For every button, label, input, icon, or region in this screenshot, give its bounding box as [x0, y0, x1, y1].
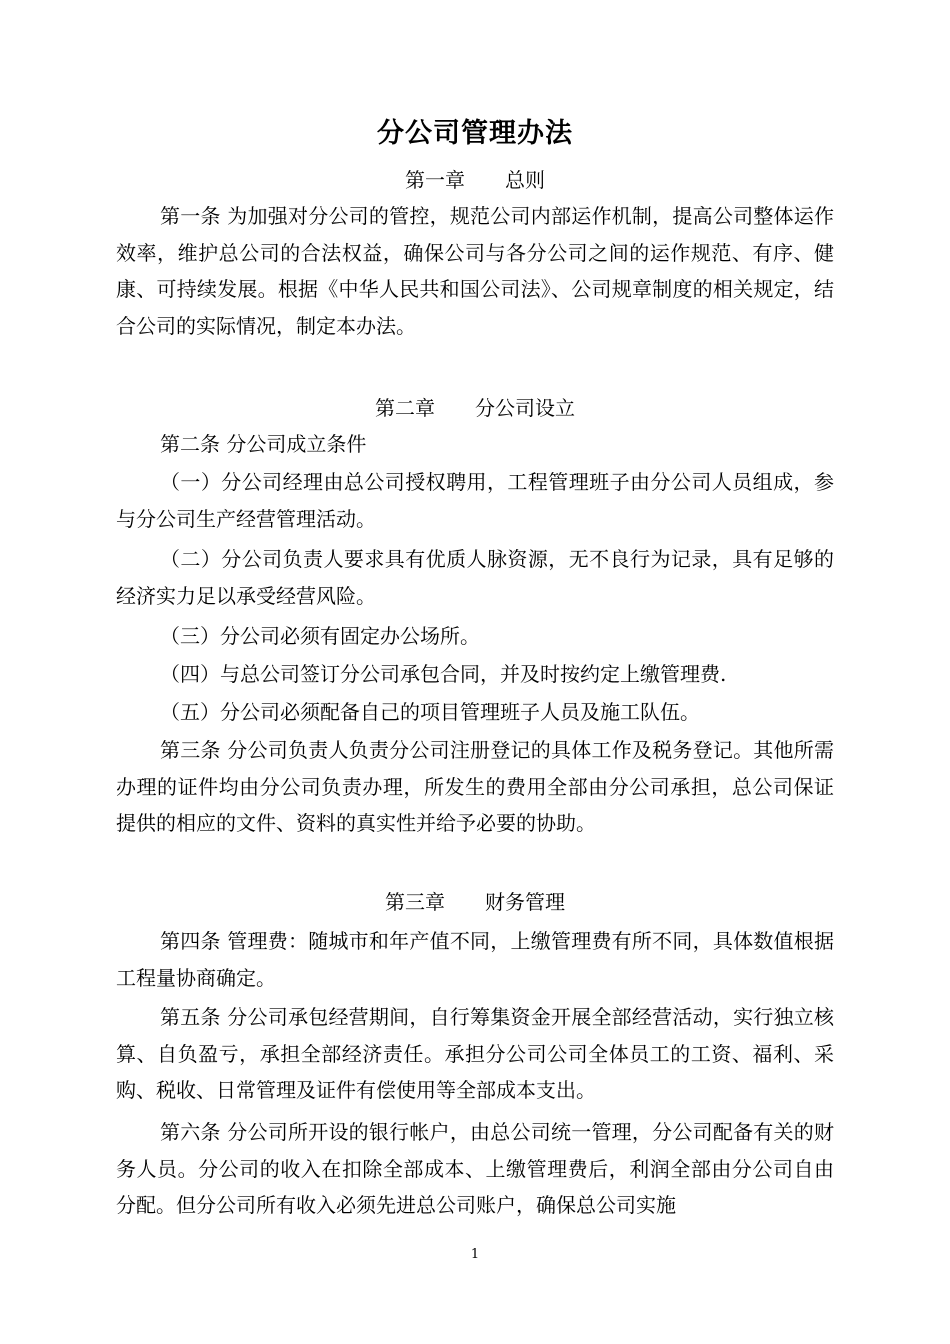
- article-2-item-5: （五）分公司必须配备自己的项目管理班子人员及施工队伍。: [160, 700, 700, 724]
- article-2-item-1: （一）分公司经理由总公司授权聘用，工程管理班子由分公司人员组成，参与分公司生产经营管理活动。: [116, 470, 834, 531]
- article-2-item-2: （二）分公司负责人要求具有优质人脉资源，无不良行为记录，具有足够的经济实力足以承受经营风险。: [116, 547, 834, 608]
- article-1: 第一条 为加强对分公司的管控，规范公司内部运作机制，提高公司整体运作效率，维护总公司的合法权益，确保公司与各分公司之间的运作规范、有序、健康、可持续发展。根据《中华人民共和国公司法》、公司规章制度的相关规定，结合公司的实际情况，制定本办法。: [116, 204, 834, 338]
- article-2-item-3: （三）分公司必须有固定办公场所。: [160, 624, 480, 648]
- article-2-item-4: （四）与总公司签订分公司承包合同，并及时按约定上缴管理费.: [160, 662, 727, 686]
- chapter-heading-1: 第一章 总则: [405, 168, 545, 192]
- chapter-heading-3: 第三章 财务管理: [385, 890, 565, 914]
- page-number: 1: [470, 1247, 480, 1262]
- article-6: 第六条 分公司所开设的银行帐户，由总公司统一管理，分公司配备有关的财务人员。分公司的收入在扣除全部成本、上缴管理费后，利润全部由分公司自由分配。但分公司所有收入必须先进总公司账户，确保总公司实施: [116, 1120, 834, 1218]
- article-5: 第五条 分公司承包经营期间，自行筹集资金开展全部经营活动，实行独立核算、自负盈亏，承担全部经济责任。承担分公司公司全体员工的工资、福利、采购、税收、日常管理及证件有偿使用等全部成本支出。: [116, 1005, 834, 1103]
- document-title: 分公司管理办法: [377, 118, 573, 149]
- article-2: 第二条 分公司成立条件: [160, 432, 367, 456]
- article-4: 第四条 管理费：随城市和年产值不同，上缴管理费有所不同，具体数值根据工程量协商确定。: [116, 929, 834, 990]
- article-3: 第三条 分公司负责人负责分公司注册登记的具体工作及税务登记。其他所需办理的证件均由分公司负责办理，所发生的费用全部由分公司承担，总公司保证提供的相应的文件、资料的真实性并给予必要的协助。: [116, 738, 834, 836]
- chapter-heading-2: 第二章 分公司设立: [375, 396, 575, 420]
